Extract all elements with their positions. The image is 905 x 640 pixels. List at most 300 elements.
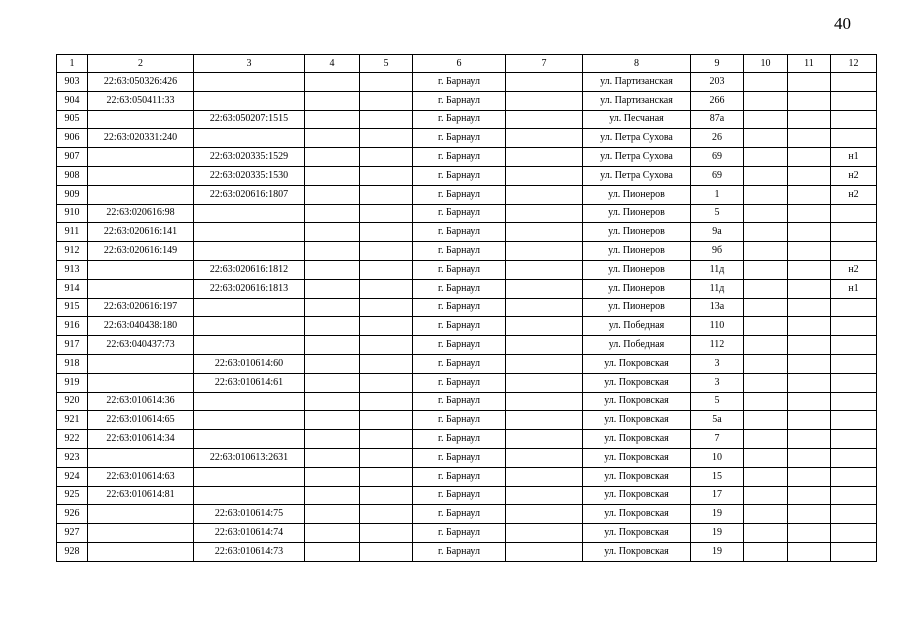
table-cell: 906 — [57, 129, 88, 148]
table-cell — [506, 242, 583, 261]
table-cell — [506, 524, 583, 543]
table-cell — [744, 242, 788, 261]
table-row — [57, 129, 877, 148]
table-cell: 22:63:050411:33 — [88, 91, 194, 110]
table-row — [57, 279, 877, 298]
registry-table — [56, 54, 877, 562]
table-cell — [360, 336, 413, 355]
table-cell — [788, 204, 831, 223]
table-cell: 22:63:050207:1515 — [194, 110, 305, 129]
table-cell — [831, 354, 877, 373]
table-cell: 22:63:020335:1530 — [194, 166, 305, 185]
table-cell — [506, 505, 583, 524]
table-cell — [788, 354, 831, 373]
table-cell — [360, 486, 413, 505]
table-cell: 915 — [57, 298, 88, 317]
table-cell — [88, 354, 194, 373]
table-cell: 22:63:020335:1529 — [194, 148, 305, 167]
table-cell — [744, 392, 788, 411]
table-cell — [194, 204, 305, 223]
column-header: 7 — [506, 55, 583, 73]
table-cell: 921 — [57, 411, 88, 430]
table-cell: 909 — [57, 185, 88, 204]
table-cell: 928 — [57, 542, 88, 561]
table-cell — [360, 505, 413, 524]
table-cell: 912 — [57, 242, 88, 261]
table-cell: н2 — [831, 166, 877, 185]
table-cell — [831, 204, 877, 223]
table-cell: 918 — [57, 354, 88, 373]
table-cell: 22:63:010614:63 — [88, 467, 194, 486]
table-cell: г. Барнаул — [413, 73, 506, 92]
table-cell: 110 — [691, 317, 744, 336]
table-cell: 203 — [691, 73, 744, 92]
table-cell — [744, 448, 788, 467]
table-cell — [194, 73, 305, 92]
page-number: 40 — [834, 14, 851, 33]
table-cell — [360, 204, 413, 223]
table-cell: 910 — [57, 204, 88, 223]
table-cell: 9а — [691, 223, 744, 242]
table-cell — [305, 430, 360, 449]
table-cell — [744, 260, 788, 279]
table-cell — [305, 185, 360, 204]
table-cell — [506, 467, 583, 486]
table-cell — [506, 129, 583, 148]
table-cell — [744, 223, 788, 242]
table-cell: 112 — [691, 336, 744, 355]
table-cell: ул. Пионеров — [583, 298, 691, 317]
table-cell: 22:63:050326:426 — [88, 73, 194, 92]
table-cell — [360, 242, 413, 261]
table-cell — [360, 166, 413, 185]
table-cell: 22:63:040437:73 — [88, 336, 194, 355]
table-cell: ул. Пионеров — [583, 260, 691, 279]
table-cell — [194, 298, 305, 317]
column-header: 12 — [831, 55, 877, 73]
column-header: 4 — [305, 55, 360, 73]
table-cell — [831, 336, 877, 355]
table-cell: г. Барнаул — [413, 486, 506, 505]
header-row — [57, 55, 877, 73]
table-cell: ул. Партизанская — [583, 73, 691, 92]
table-cell: 19 — [691, 542, 744, 561]
table-cell — [305, 73, 360, 92]
table-cell — [831, 373, 877, 392]
table-cell: 923 — [57, 448, 88, 467]
table-cell: ул. Пионеров — [583, 185, 691, 204]
table-cell — [788, 110, 831, 129]
table-row — [57, 148, 877, 167]
table-cell — [88, 260, 194, 279]
table-row — [57, 223, 877, 242]
table-cell: 87а — [691, 110, 744, 129]
table-cell: 917 — [57, 336, 88, 355]
table-cell: 916 — [57, 317, 88, 336]
table-cell: 22:63:010614:34 — [88, 430, 194, 449]
table-cell — [305, 411, 360, 430]
table-cell: 926 — [57, 505, 88, 524]
table-cell: 22:63:020616:1813 — [194, 279, 305, 298]
table-cell — [506, 223, 583, 242]
table-body — [57, 73, 877, 562]
table-cell: 927 — [57, 524, 88, 543]
table-cell — [305, 242, 360, 261]
table-cell — [88, 185, 194, 204]
table-cell: ул. Покровская — [583, 542, 691, 561]
table-cell: г. Барнаул — [413, 223, 506, 242]
table-cell — [360, 373, 413, 392]
table-cell — [194, 467, 305, 486]
table-cell — [744, 373, 788, 392]
table-cell: 17 — [691, 486, 744, 505]
table-cell — [831, 392, 877, 411]
table-cell — [88, 373, 194, 392]
table-cell: ул. Покровская — [583, 486, 691, 505]
table-cell: н2 — [831, 185, 877, 204]
table-cell: 908 — [57, 166, 88, 185]
table-cell — [305, 129, 360, 148]
column-header: 6 — [413, 55, 506, 73]
table-row — [57, 298, 877, 317]
table-cell — [305, 91, 360, 110]
table-cell: 922 — [57, 430, 88, 449]
table-cell: г. Барнаул — [413, 448, 506, 467]
table-cell — [360, 298, 413, 317]
table-cell: г. Барнаул — [413, 430, 506, 449]
table-cell — [506, 448, 583, 467]
table-row — [57, 110, 877, 129]
table-cell: ул. Покровская — [583, 411, 691, 430]
table-cell: ул. Покровская — [583, 354, 691, 373]
table-cell — [360, 110, 413, 129]
table-cell: г. Барнаул — [413, 542, 506, 561]
table-cell: г. Барнаул — [413, 129, 506, 148]
table-cell: 19 — [691, 505, 744, 524]
table-cell: 22:63:010613:2631 — [194, 448, 305, 467]
table-cell: 22:63:020616:197 — [88, 298, 194, 317]
table-cell: ул. Покровская — [583, 524, 691, 543]
table-cell — [788, 524, 831, 543]
table-cell — [788, 505, 831, 524]
table-cell — [788, 373, 831, 392]
table-cell — [831, 317, 877, 336]
table-cell — [831, 91, 877, 110]
table-cell: ул. Петра Сухова — [583, 129, 691, 148]
table-cell — [506, 411, 583, 430]
table-cell: 3 — [691, 354, 744, 373]
table-cell — [788, 166, 831, 185]
table-cell — [360, 430, 413, 449]
table-cell — [194, 486, 305, 505]
table-cell: 11д — [691, 260, 744, 279]
table-cell: 905 — [57, 110, 88, 129]
table-row — [57, 317, 877, 336]
table-cell: 914 — [57, 279, 88, 298]
table-cell — [831, 223, 877, 242]
table-cell — [831, 467, 877, 486]
column-header: 8 — [583, 55, 691, 73]
table-row — [57, 467, 877, 486]
table-cell — [506, 486, 583, 505]
table-cell — [88, 148, 194, 167]
column-header: 11 — [788, 55, 831, 73]
table-row — [57, 336, 877, 355]
table-cell — [305, 110, 360, 129]
table-cell: г. Барнаул — [413, 336, 506, 355]
table-row — [57, 260, 877, 279]
table-cell: ул. Победная — [583, 317, 691, 336]
table-cell: г. Барнаул — [413, 148, 506, 167]
table-cell — [360, 411, 413, 430]
table-cell: 904 — [57, 91, 88, 110]
table-cell: 22:63:010614:73 — [194, 542, 305, 561]
table-cell — [305, 148, 360, 167]
table-cell: 22:63:020616:141 — [88, 223, 194, 242]
table-cell — [506, 260, 583, 279]
table-cell: 22:63:020616:98 — [88, 204, 194, 223]
table-cell: н1 — [831, 148, 877, 167]
table-cell — [305, 336, 360, 355]
table-cell: ул. Пионеров — [583, 242, 691, 261]
table-row — [57, 430, 877, 449]
table-cell — [360, 354, 413, 373]
table-cell — [305, 392, 360, 411]
table-cell — [788, 223, 831, 242]
table-cell — [360, 392, 413, 411]
table-row — [57, 204, 877, 223]
table-cell — [744, 298, 788, 317]
table-cell — [744, 354, 788, 373]
table-cell — [305, 317, 360, 336]
table-cell — [305, 204, 360, 223]
table-cell — [831, 129, 877, 148]
table-cell: ул. Покровская — [583, 448, 691, 467]
table-cell — [305, 448, 360, 467]
table-row — [57, 524, 877, 543]
column-header: 9 — [691, 55, 744, 73]
table-cell — [88, 542, 194, 561]
table-cell: 5а — [691, 411, 744, 430]
table-row — [57, 73, 877, 92]
table-cell — [506, 185, 583, 204]
table-cell — [506, 110, 583, 129]
table-cell — [305, 223, 360, 242]
table-cell: 22:63:040438:180 — [88, 317, 194, 336]
table-cell — [788, 467, 831, 486]
table-cell — [788, 392, 831, 411]
table-cell: г. Барнаул — [413, 91, 506, 110]
table-cell: ул. Покровская — [583, 392, 691, 411]
table-cell: ул. Покровская — [583, 505, 691, 524]
table-cell: г. Барнаул — [413, 354, 506, 373]
table-cell: г. Барнаул — [413, 242, 506, 261]
table-cell — [506, 91, 583, 110]
table-row — [57, 185, 877, 204]
table-cell — [194, 317, 305, 336]
table-cell — [506, 373, 583, 392]
table-cell — [305, 467, 360, 486]
table-cell — [194, 430, 305, 449]
table-cell: 69 — [691, 166, 744, 185]
table-cell — [788, 279, 831, 298]
table-cell: 9б — [691, 242, 744, 261]
table-cell: 903 — [57, 73, 88, 92]
table-cell — [831, 110, 877, 129]
table-cell — [788, 448, 831, 467]
table-cell — [360, 279, 413, 298]
table-cell — [788, 260, 831, 279]
table-cell — [506, 430, 583, 449]
table-cell — [788, 317, 831, 336]
table-cell — [360, 223, 413, 242]
table-cell — [744, 430, 788, 449]
table-cell — [360, 148, 413, 167]
table-cell — [194, 336, 305, 355]
table-cell — [360, 260, 413, 279]
table-cell — [788, 242, 831, 261]
table-cell — [506, 354, 583, 373]
table-cell — [744, 148, 788, 167]
table-cell: 266 — [691, 91, 744, 110]
table-cell — [744, 524, 788, 543]
table-cell — [88, 448, 194, 467]
table-cell — [305, 524, 360, 543]
table-cell — [360, 129, 413, 148]
table-cell: 925 — [57, 486, 88, 505]
table-cell — [506, 166, 583, 185]
table-cell: 913 — [57, 260, 88, 279]
table-row — [57, 486, 877, 505]
table-cell: г. Барнаул — [413, 467, 506, 486]
table-row — [57, 411, 877, 430]
table-cell — [88, 166, 194, 185]
table-row — [57, 542, 877, 561]
table-cell — [788, 486, 831, 505]
table-cell — [194, 129, 305, 148]
table-row — [57, 392, 877, 411]
table-row — [57, 166, 877, 185]
table-cell — [194, 91, 305, 110]
table-cell — [88, 505, 194, 524]
table-cell: г. Барнаул — [413, 260, 506, 279]
table-cell — [305, 166, 360, 185]
table-row — [57, 242, 877, 261]
table-cell — [360, 524, 413, 543]
table-cell — [360, 317, 413, 336]
table-cell — [831, 298, 877, 317]
table-cell — [831, 242, 877, 261]
table-cell — [788, 411, 831, 430]
table-cell — [305, 542, 360, 561]
table-cell — [744, 542, 788, 561]
table-cell — [506, 279, 583, 298]
table-cell: г. Барнаул — [413, 505, 506, 524]
table-cell — [744, 110, 788, 129]
table-cell: г. Барнаул — [413, 166, 506, 185]
table-cell: г. Барнаул — [413, 411, 506, 430]
table-cell: ул. Пионеров — [583, 223, 691, 242]
table-cell: 10 — [691, 448, 744, 467]
table-cell: 22:63:010614:81 — [88, 486, 194, 505]
table-cell: 22:63:010614:74 — [194, 524, 305, 543]
table-cell: 26 — [691, 129, 744, 148]
table-row — [57, 373, 877, 392]
table-cell: г. Барнаул — [413, 185, 506, 204]
table-row — [57, 448, 877, 467]
table-cell — [788, 298, 831, 317]
table-cell — [788, 91, 831, 110]
table-cell: ул. Петра Сухова — [583, 148, 691, 167]
table-cell — [360, 467, 413, 486]
table-cell — [744, 467, 788, 486]
table-cell: 1 — [691, 185, 744, 204]
table-cell — [506, 392, 583, 411]
table-cell: ул. Песчаная — [583, 110, 691, 129]
table-cell — [194, 242, 305, 261]
table-cell — [305, 354, 360, 373]
table-cell — [831, 411, 877, 430]
table-cell: г. Барнаул — [413, 110, 506, 129]
table-cell — [744, 505, 788, 524]
table-cell — [744, 486, 788, 505]
table-cell — [744, 91, 788, 110]
table-cell — [88, 524, 194, 543]
table-cell: 22:63:010614:75 — [194, 505, 305, 524]
table-cell: г. Барнаул — [413, 392, 506, 411]
table-cell: г. Барнаул — [413, 317, 506, 336]
table-cell: 7 — [691, 430, 744, 449]
table-cell — [744, 317, 788, 336]
table-cell — [305, 373, 360, 392]
table-cell: ул. Пионеров — [583, 279, 691, 298]
table-cell: ул. Победная — [583, 336, 691, 355]
table-cell — [506, 73, 583, 92]
table-cell — [831, 542, 877, 561]
table-cell — [360, 542, 413, 561]
table-cell: г. Барнаул — [413, 524, 506, 543]
table-cell — [506, 542, 583, 561]
table-cell: 22:63:010614:61 — [194, 373, 305, 392]
table-cell: 22:63:010614:60 — [194, 354, 305, 373]
table-row — [57, 91, 877, 110]
table-cell — [744, 204, 788, 223]
table-cell — [506, 204, 583, 223]
table-cell: ул. Петра Сухова — [583, 166, 691, 185]
table-cell — [194, 223, 305, 242]
table-cell: 11д — [691, 279, 744, 298]
table-cell — [788, 336, 831, 355]
table-cell: 13а — [691, 298, 744, 317]
table-cell: 22:63:020616:1812 — [194, 260, 305, 279]
table-cell: ул. Покровская — [583, 373, 691, 392]
table-cell: 15 — [691, 467, 744, 486]
table-cell — [506, 336, 583, 355]
table-cell: 919 — [57, 373, 88, 392]
table-cell: г. Барнаул — [413, 373, 506, 392]
table-cell — [744, 185, 788, 204]
table-cell — [744, 279, 788, 298]
table-cell — [744, 73, 788, 92]
table-cell: 22:63:020616:1807 — [194, 185, 305, 204]
table-cell — [194, 411, 305, 430]
table-cell — [831, 505, 877, 524]
table-cell — [831, 524, 877, 543]
table-cell — [305, 279, 360, 298]
table-cell — [788, 430, 831, 449]
table-cell: 22:63:010614:36 — [88, 392, 194, 411]
table-cell — [305, 505, 360, 524]
